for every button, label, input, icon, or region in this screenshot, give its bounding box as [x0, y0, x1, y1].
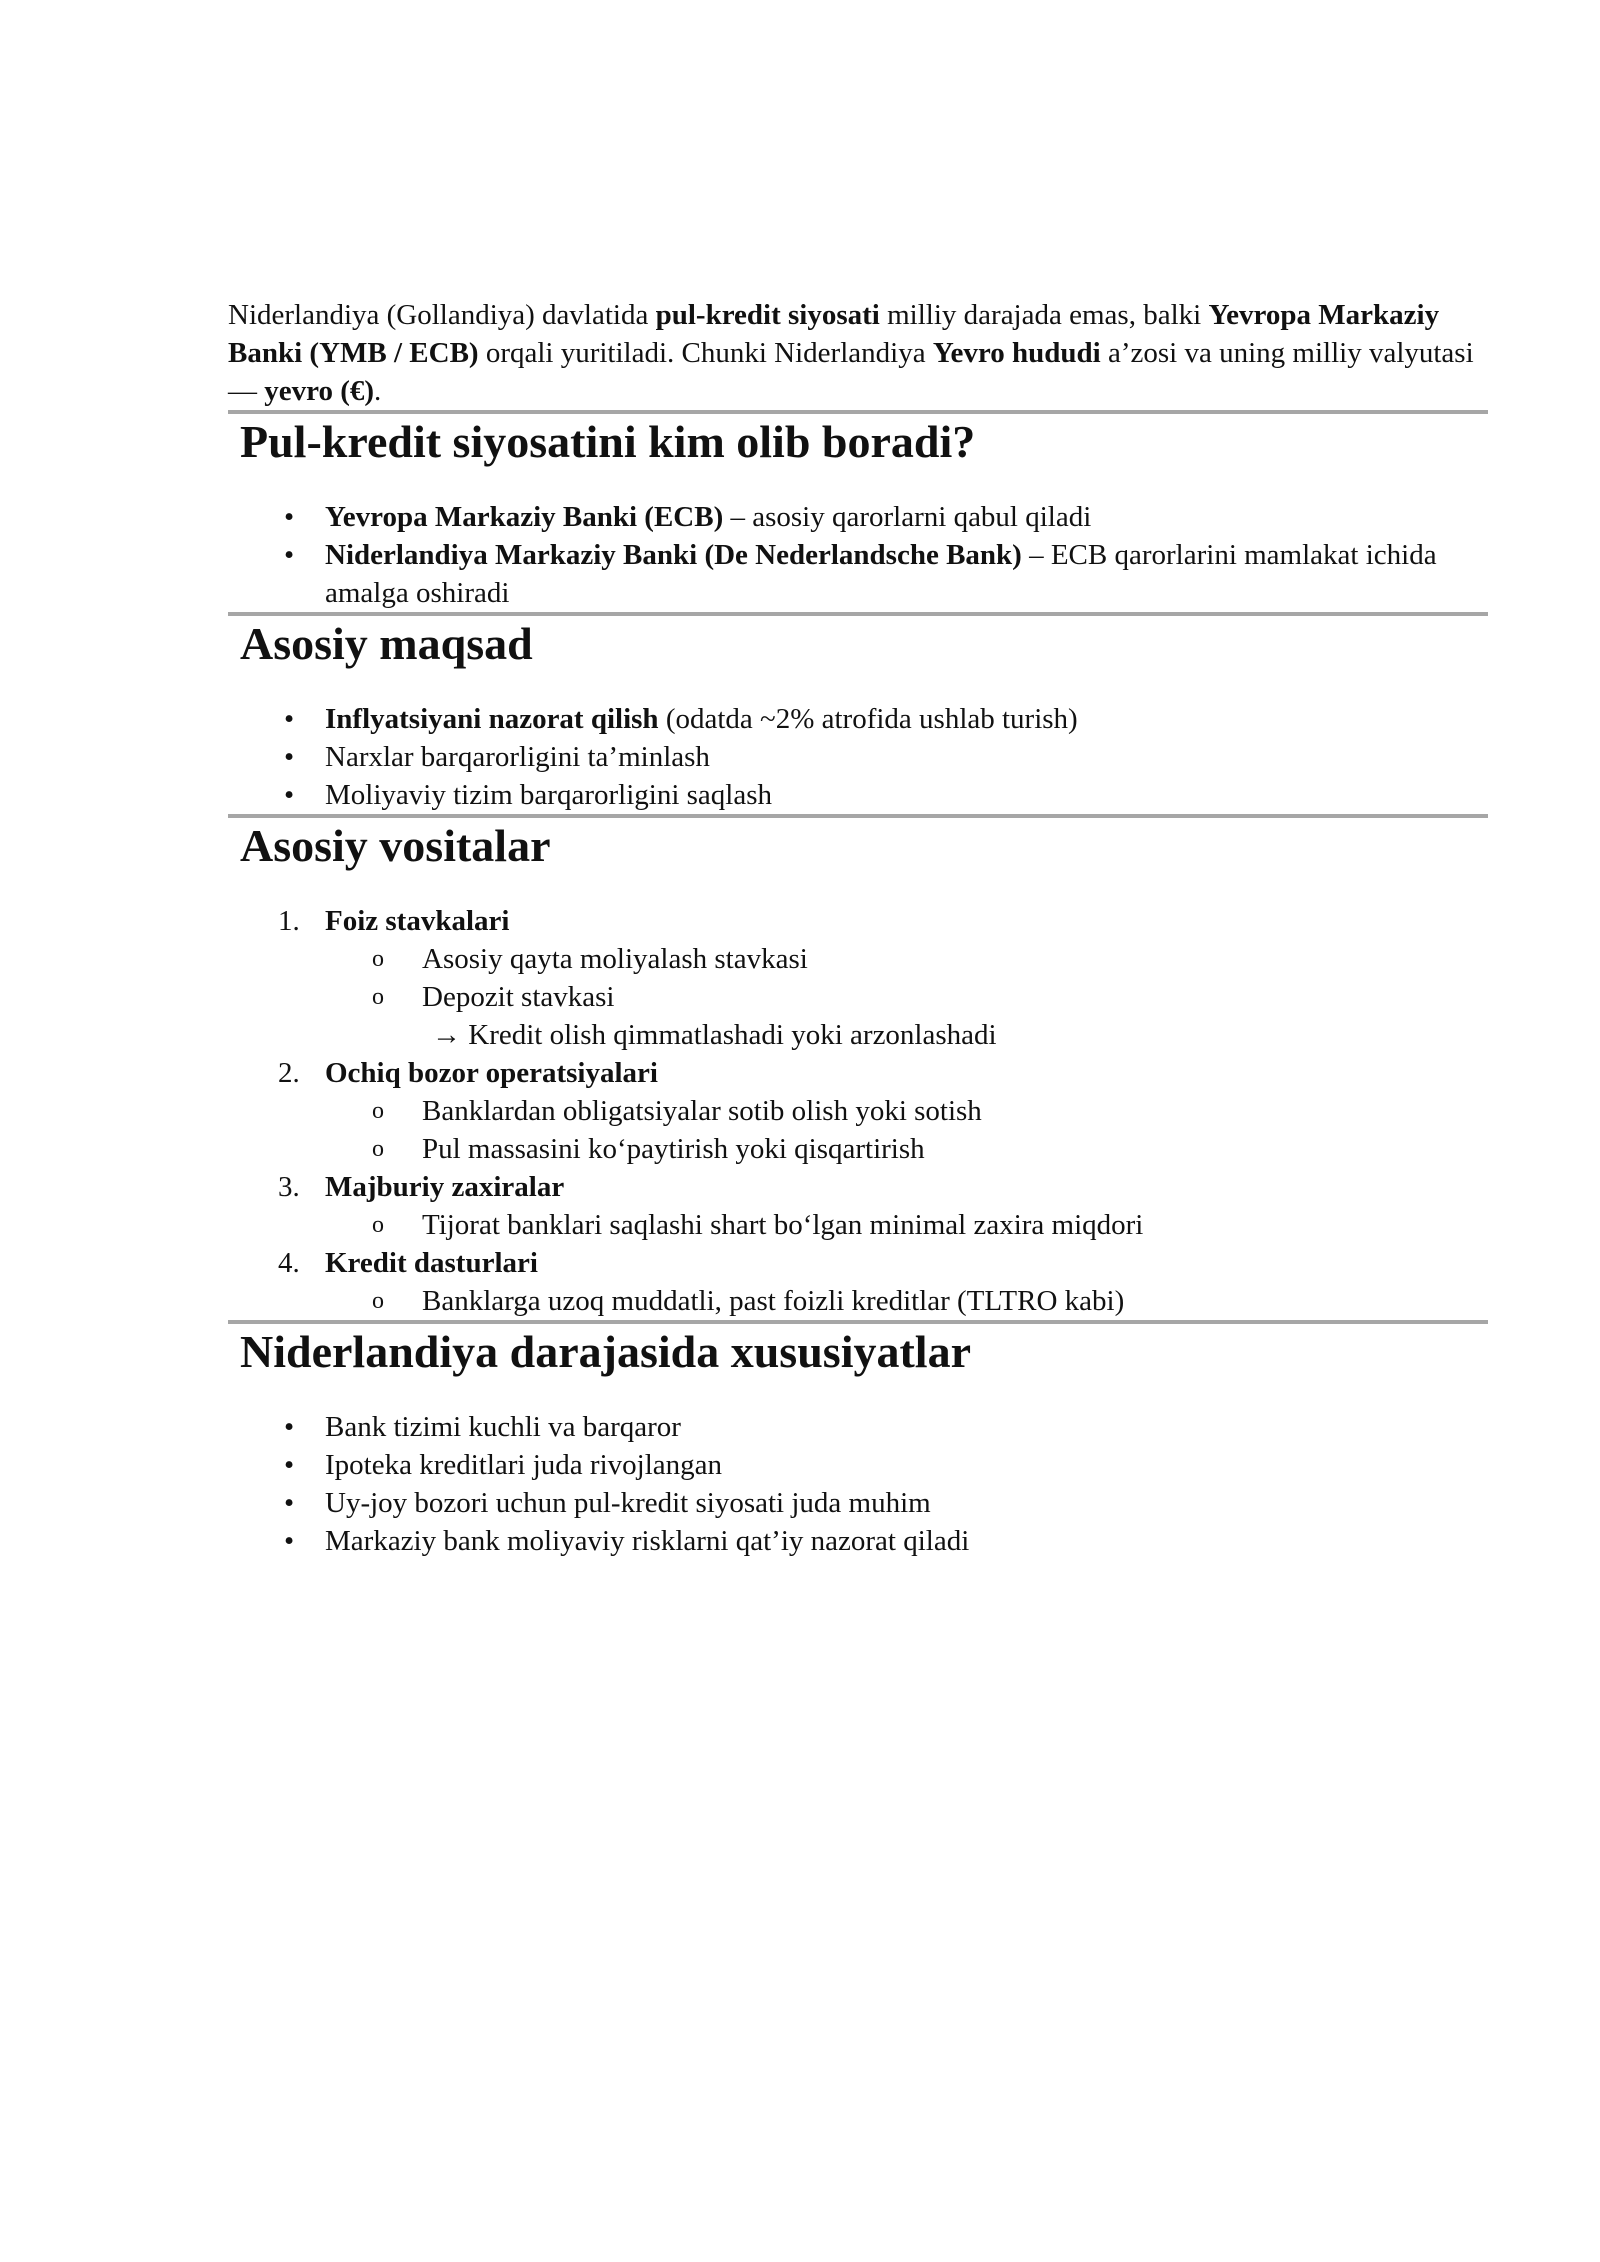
sub-bullet-marker: o [372, 984, 384, 1010]
list-number: 4. [278, 1247, 300, 1279]
sub-list [325, 1092, 1488, 1168]
section-title-goal: Asosiy maqsad [240, 618, 533, 669]
features-list [228, 1408, 1488, 1560]
list-item-text: Markaziy bank moliyaviy risklarni qat’iy nazorat qiladi [325, 1525, 970, 1557]
sub-list-item [325, 1092, 1488, 1130]
section-title-who: Pul-kredit siyosatini kim olib boradi? [240, 416, 976, 467]
tools-item [228, 1054, 1488, 1168]
tools-item [228, 1244, 1488, 1320]
list-item-text: – asosiy qarorlarni qabul qiladi [723, 501, 1092, 533]
arrow-note-text: → Kredit olish qimmatlashadi yoki arzonlashadi [432, 1019, 997, 1051]
sub-list-item [325, 940, 1488, 978]
list-item [228, 1484, 1488, 1522]
tools-item [228, 1168, 1488, 1244]
list-item-text: (odatda ~2% atrofida ushlab turish) [658, 703, 1078, 735]
section-title-tools: Asosiy vositalar [240, 820, 551, 871]
tools-item-label: Majburiy zaxiralar [325, 1171, 565, 1203]
intro-bold-1: pul-kredit siyosati [655, 299, 880, 331]
bullet-marker: • [284, 539, 295, 571]
sub-list-item [325, 978, 1488, 1016]
intro-text-1: Niderlandiya (Gollandiya) davlatida [228, 299, 656, 331]
intro-text-5: . [374, 375, 382, 407]
goal-list [228, 700, 1488, 814]
sub-list-text: Depozit stavkasi [422, 981, 615, 1013]
sub-list [325, 1206, 1488, 1244]
tools-list [228, 902, 1488, 1320]
list-item-text: – ECB qarorlarini mamlakat ichida amalga oshiradi [325, 539, 1437, 609]
sub-bullet-marker: o [372, 946, 384, 972]
arrow-note [325, 1016, 1488, 1054]
list-number: 1. [278, 905, 300, 937]
list-item-text: Bank tizimi kuchli va barqaror [325, 1411, 681, 1443]
sub-list [325, 940, 1488, 1016]
list-item-text: Uy-joy bozori uchun pul-kredit siyosati juda muhim [325, 1487, 931, 1519]
list-number: 2. [278, 1057, 300, 1089]
bullet-marker: • [284, 501, 295, 533]
intro-text-3: orqali yuritiladi. Chunki Niderlandiya [478, 337, 933, 369]
intro-bold-4: yevro (€) [264, 375, 375, 407]
sub-list [325, 1282, 1488, 1320]
bullet-marker: • [284, 1487, 295, 1519]
tools-item-label: Foiz stavkalari [325, 905, 510, 937]
tools-item-label: Ochiq bozor operatsiyalari [325, 1057, 658, 1089]
sub-bullet-marker: o [372, 1136, 384, 1162]
sub-list-text: Asosiy qayta moliyalash stavkasi [422, 943, 808, 975]
sub-list-text: Banklarga uzoq muddatli, past foizli kreditlar (TLTRO kabi) [422, 1285, 1125, 1317]
bullet-marker: • [284, 1525, 295, 1557]
intro-bold-2: Yevropa Markaziy Banki (YMB / ECB) [228, 299, 1440, 369]
list-item [228, 776, 1488, 814]
list-item [228, 1446, 1488, 1484]
sub-list-text: Tijorat banklari saqlashi shart bo‘lgan minimal zaxira miqdori [422, 1209, 1144, 1241]
list-number: 3. [278, 1171, 300, 1203]
bullet-marker: • [284, 1449, 295, 1481]
sub-list-text: Banklardan obligatsiyalar sotib olish yoki sotish [422, 1095, 982, 1127]
sub-list-text: Pul massasini ko‘paytirish yoki qisqartirish [422, 1133, 925, 1165]
tools-item [228, 902, 1488, 1054]
list-item [228, 536, 1488, 612]
list-item [228, 498, 1488, 536]
sub-list-item [325, 1282, 1488, 1320]
tools-item-label: Kredit dasturlari [325, 1247, 538, 1279]
bullet-marker: • [284, 1411, 295, 1443]
list-item-text: Moliyaviy tizim barqarorligini saqlash [325, 779, 772, 811]
list-item-text: Ipoteka kreditlari juda rivojlangan [325, 1449, 722, 1481]
sub-list-item [325, 1130, 1488, 1168]
bullet-marker: • [284, 779, 295, 811]
intro-paragraph [228, 296, 1488, 410]
section-title-features: Niderlandiya darajasida xususiyatlar [240, 1326, 971, 1377]
intro-bold-3: Yevro hududi [932, 337, 1101, 369]
bullet-marker: • [284, 703, 295, 735]
sub-list-item [325, 1206, 1488, 1244]
list-item [228, 700, 1488, 738]
sub-bullet-marker: o [372, 1098, 384, 1124]
intro-text-4: a’zosi va uning milliy valyutasi — [228, 337, 1474, 407]
who-list [228, 498, 1488, 612]
list-item-bold: Yevropa Markaziy Banki (ECB) [325, 501, 724, 533]
intro-text-2: milliy darajada emas, balki [879, 299, 1209, 331]
list-item-bold: Inflyatsiyani nazorat qilish [325, 703, 659, 735]
sub-bullet-marker: o [372, 1288, 384, 1314]
list-item-bold: Niderlandiya Markaziy Banki (De Nederlandsche Bank) [325, 539, 1022, 571]
list-item-text: Narxlar barqarorligini ta’minlash [325, 741, 710, 773]
list-item [228, 1408, 1488, 1446]
sub-bullet-marker: o [372, 1212, 384, 1238]
document-page [228, 296, 1488, 1560]
list-item [228, 738, 1488, 776]
bullet-marker: • [284, 741, 295, 773]
list-item [228, 1522, 1488, 1560]
